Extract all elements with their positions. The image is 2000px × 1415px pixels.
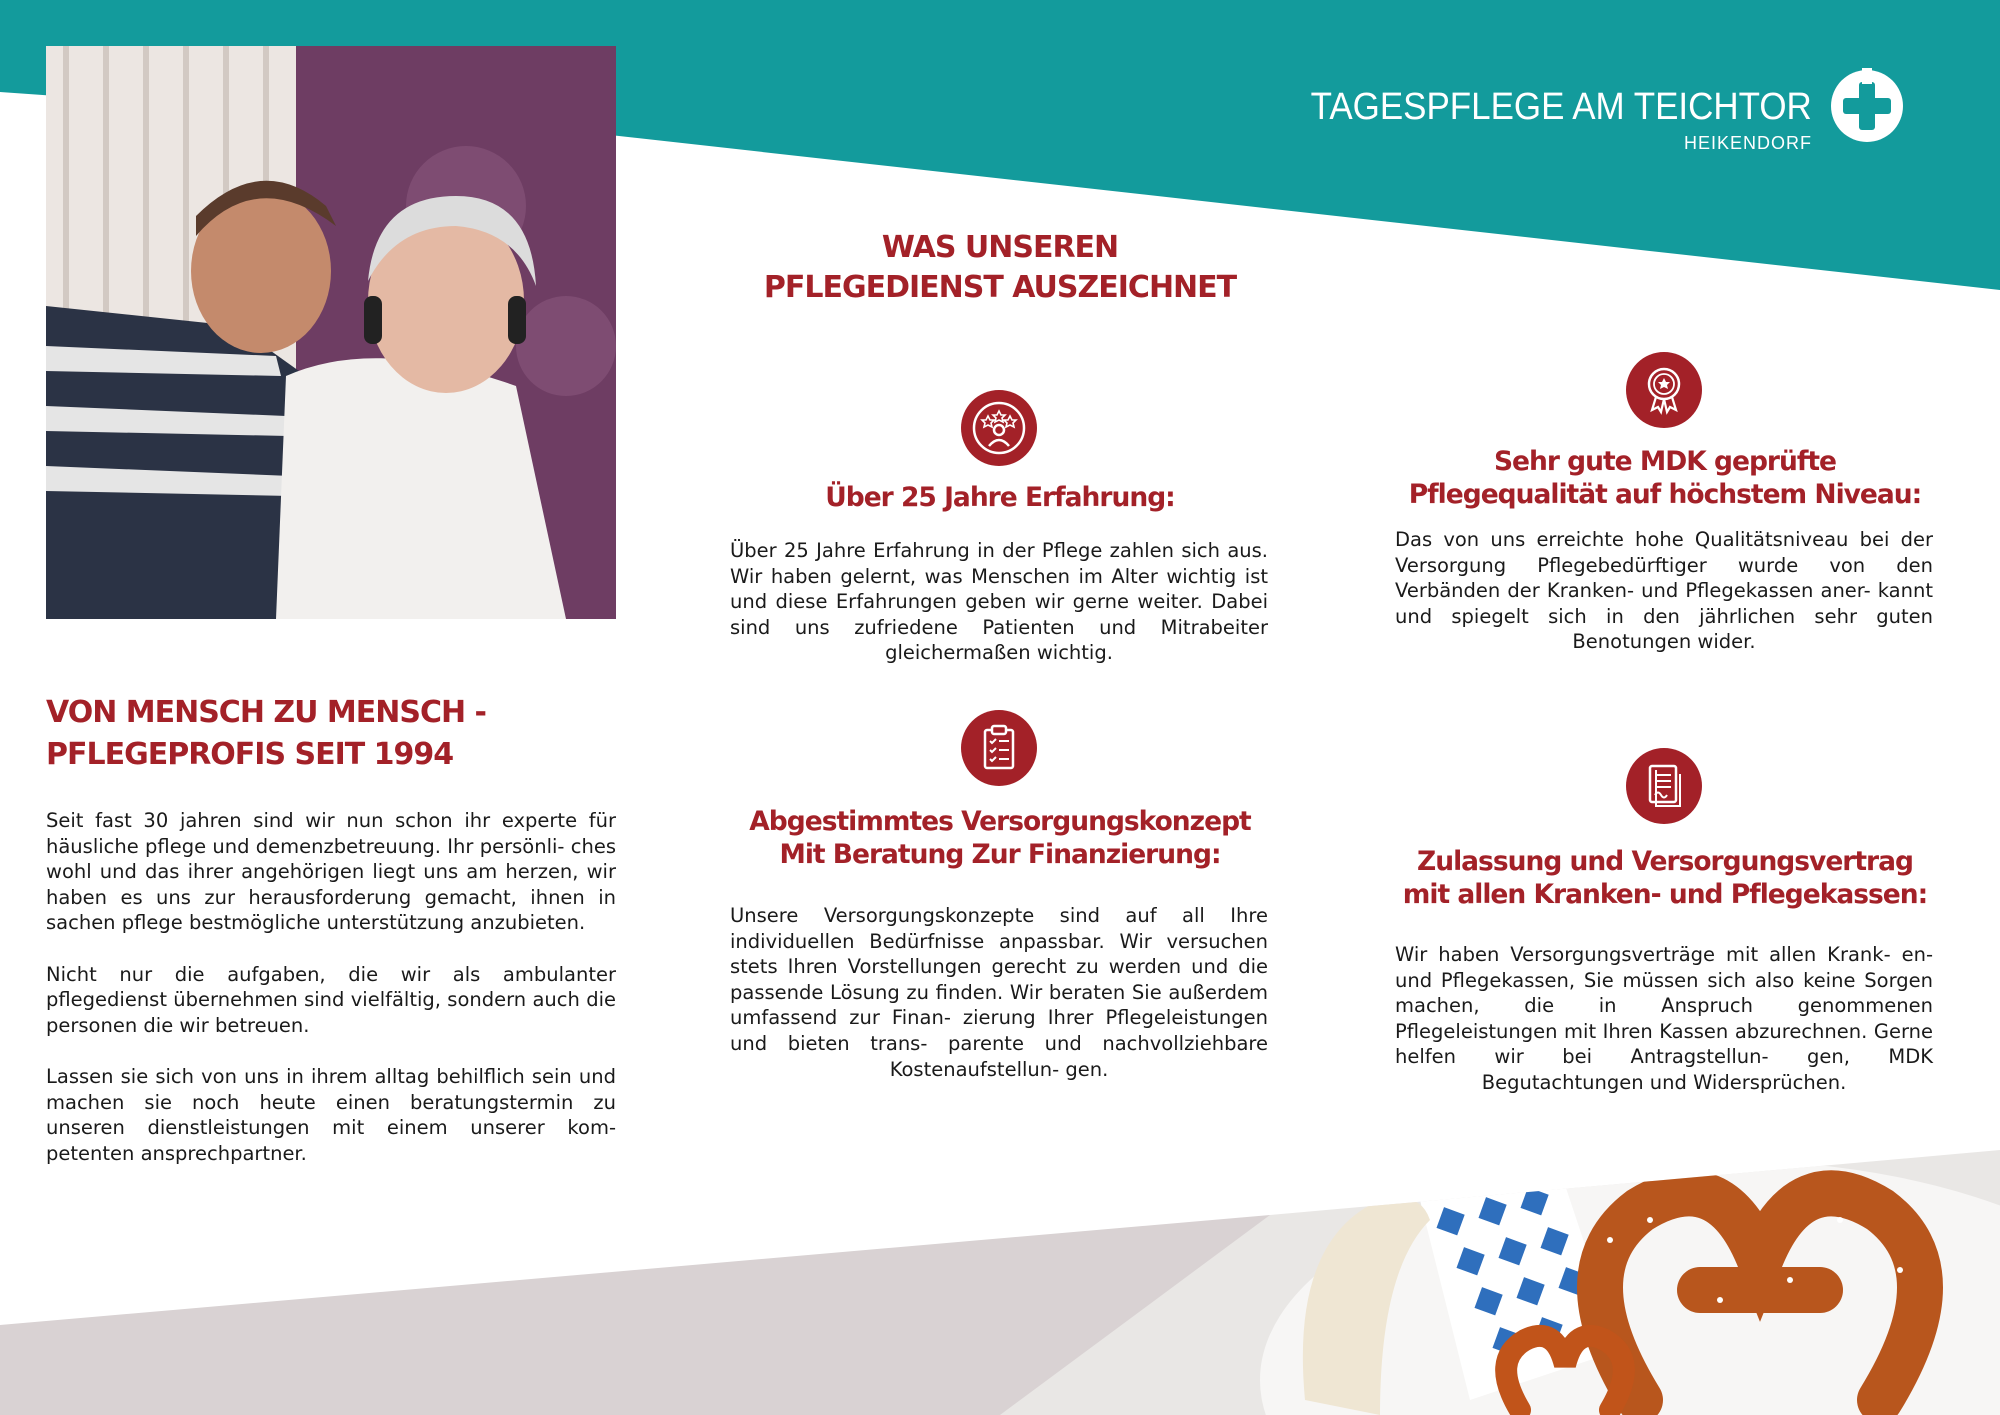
person-stars-icon xyxy=(961,390,1037,466)
center-heading xyxy=(700,228,1300,308)
left-heading-line-1: VON MENSCH ZU MENSCH - xyxy=(46,695,487,730)
feature-title-line: mit allen Kranken- und Pflegekassen: xyxy=(1402,879,1928,910)
feature-title-line: Zulassung und Versorgungsvertrag xyxy=(1417,846,1913,877)
contract-document-icon xyxy=(1626,748,1702,824)
left-heading xyxy=(46,692,486,776)
feature-title-quality xyxy=(1365,445,1965,511)
clipboard-checklist-icon xyxy=(961,710,1037,786)
feature-title-concept xyxy=(700,805,1300,871)
feature-title-line: Pflegequalität auf höchstem Niveau: xyxy=(1408,479,1922,510)
caregiver-photo xyxy=(46,46,616,619)
left-body xyxy=(46,808,616,1192)
feature-body-concept: Unsere Versorgungskonzepte sind auf all Ihre individuellen Bedürfnisse anpassbar. Wir versuchen stets Ihren Vorstellungen gerecht zu werden und die passende Lösung zu finden. Wir beraten Sie außerdem umfassend zur Finan- zierung Ihrer Pflegeleistungen und bieten trans- parente und nachvollziehbare Kostenaufstellun- gen. xyxy=(730,904,1268,1081)
feature-title-experience xyxy=(700,481,1300,514)
brand-name: TAGESPFLEGE AM TEICHTOR xyxy=(1310,86,1812,128)
caregiver-and-senior-photo xyxy=(46,46,616,619)
feature-title-line: Abgestimmtes Versorgungskonzept xyxy=(749,806,1251,837)
brand-city: HEIKENDORF xyxy=(1683,133,1812,153)
pretzel-and-weisswurst-photo xyxy=(1000,1150,2000,1415)
left-heading-line-2: PFLEGEPROFIS SEIT 1994 xyxy=(46,737,454,772)
feature-body-contract: Wir haben Versorgungsverträge mit allen Krank- en- und Pflegekassen, Sie müssen sich also keine Sorgen machen, die in Anspruch genommenen Pflegeleistungen mit Ihren Kassen abzurechnen. Gerne helfen wir bei Antragstellun- gen, MDK Begutachtungen und Widersprüchen. xyxy=(1395,943,1933,1094)
left-paragraph: Seit fast 30 jahren sind wir nun schon ihr experte für häusliche pflege und demenzbetreuung. Ihr persönli- ches wohl und das ihrer angehörigen liegt uns am herzen, wir haben es uns zur herausforderung gemacht, ihnen in sachen pflege bestmögliche unterstützung anzubieten. xyxy=(46,809,616,935)
feature-title-contract xyxy=(1365,845,1965,911)
left-paragraph: Nicht nur die aufgaben, die wir als ambulanter pflegedienst übernehmen sind vielfältig, sondern auch die personen die wir betreuen. xyxy=(46,962,616,1037)
feature-body-quality: Das von uns erreichte hohe Qualitätsniveau bei der Versorgung Pflegebedürftiger wurde von den Verbänden der Kranken- und Pflegekassen aner- kannt und spiegelt sich in den jährlichen sehr guten Benotungen wider. xyxy=(1395,528,1933,654)
feature-body-experience: Über 25 Jahre Erfahrung in der Pflege zahlen sich aus. Wir haben gelernt, was Menschen im Alter wichtig ist und diese Erfahrungen geben wir gerne weiter. Dabei sind uns zufriedene Patienten und Mitrabeiter gleichermaßen wichtig. xyxy=(730,539,1268,665)
brand-logo xyxy=(1267,86,1812,154)
medical-cross-icon xyxy=(1829,68,1905,144)
feature-title-line: Über 25 Jahre Erfahrung: xyxy=(825,482,1175,513)
feature-title-line: Mit Beratung Zur Finanzierung: xyxy=(779,839,1221,870)
award-badge-icon xyxy=(1626,352,1702,428)
center-heading-line-1: WAS UNSEREN xyxy=(881,230,1119,265)
feature-title-line: Sehr gute MDK geprüfte xyxy=(1493,446,1837,477)
left-paragraph: Lassen sie sich von uns in ihrem alltag behilflich sein und machen sie noch heute einen beratungstermin zu unseren dienstleistungen mit einem unserer kom- petenten ansprechpartner. xyxy=(46,1064,616,1165)
center-heading-line-2: PFLEGEDIENST AUSZEICHNET xyxy=(763,270,1237,305)
